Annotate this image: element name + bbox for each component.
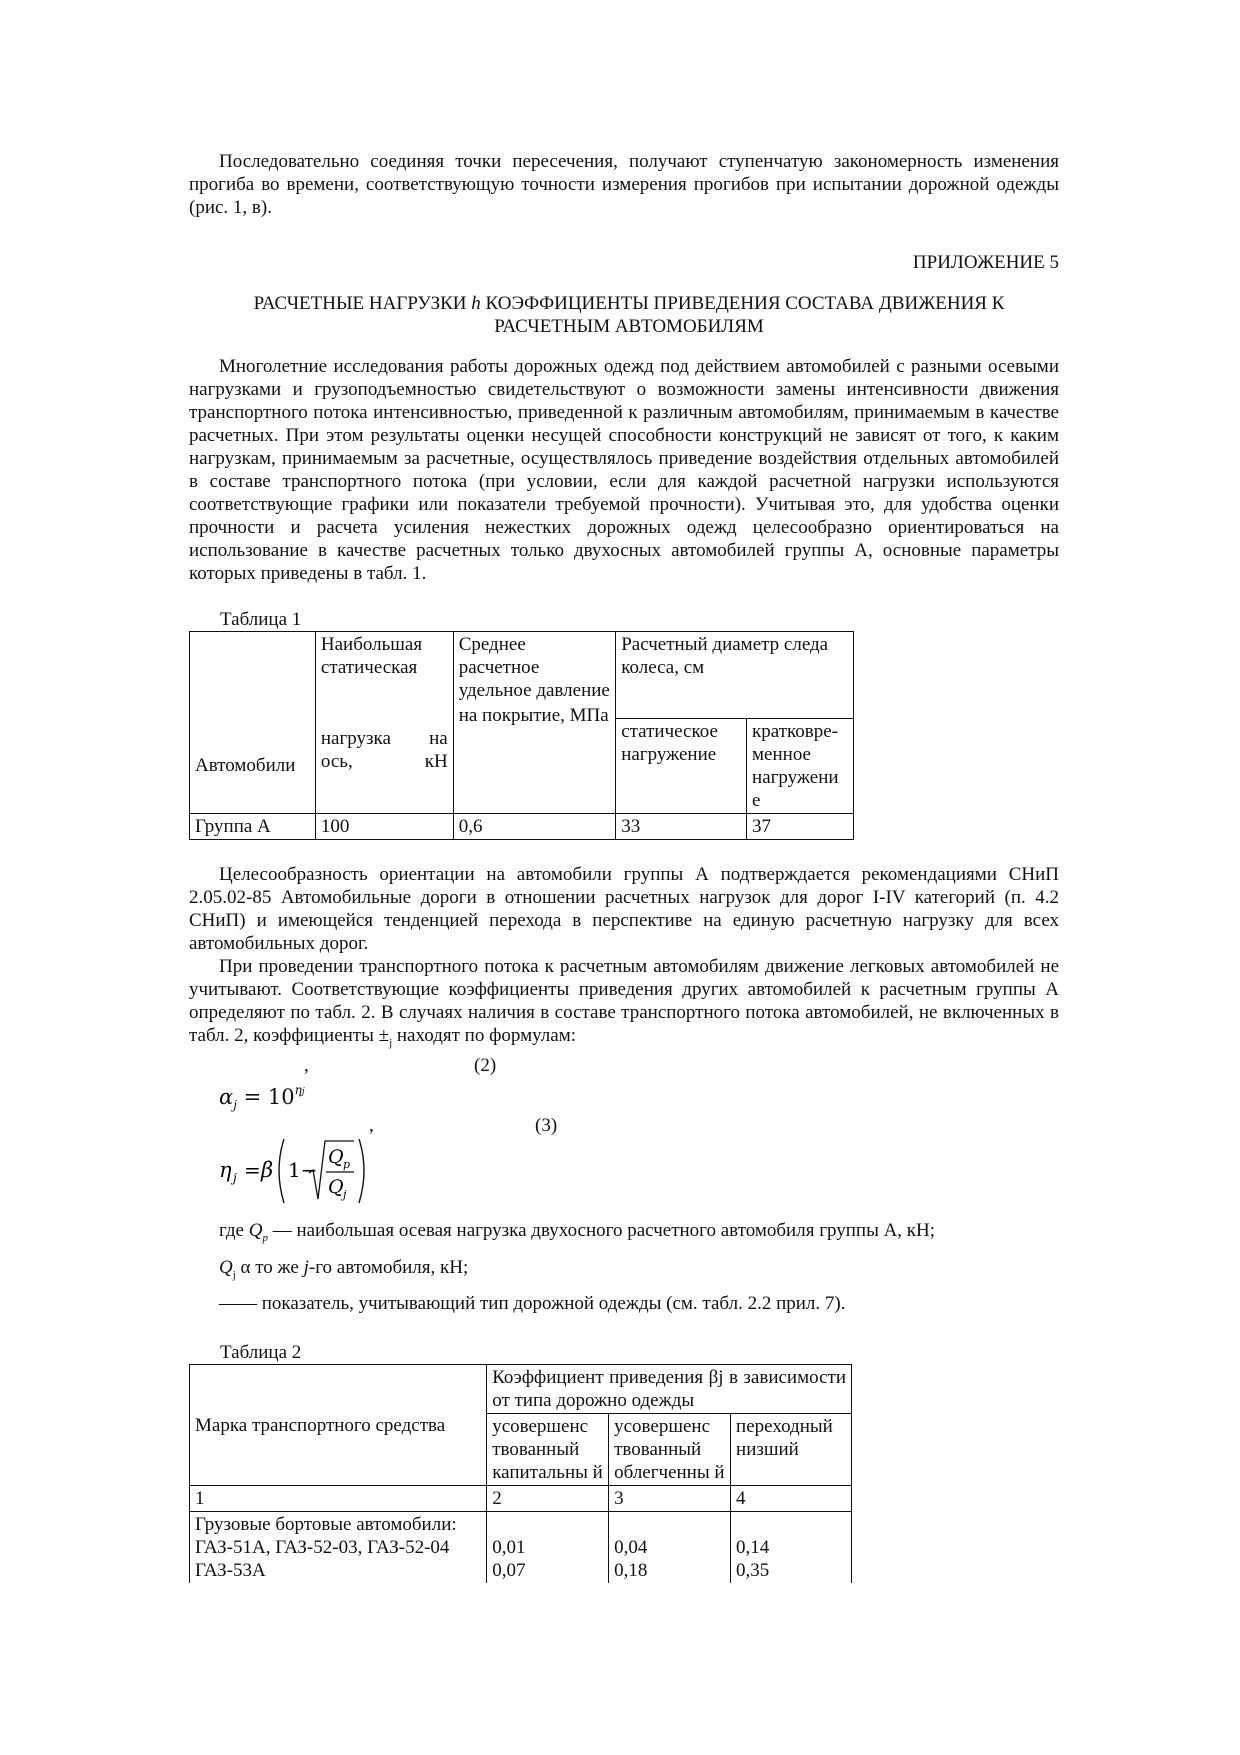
formula3-eta: η — [219, 1157, 232, 1182]
t2-row-1-capital: 0,01 — [492, 1537, 526, 1559]
t2-row-2-transitional: 0,35 — [736, 1560, 770, 1582]
table-1 — [189, 631, 854, 840]
t1-header-load-bottom — [316, 726, 453, 774]
formula3-comma: , — [369, 1114, 374, 1136]
where1-b: — наибольшая осевая нагрузка двухосного расчетного автомобиля группы А, кН; — [267, 1219, 936, 1241]
where2-j: j — [303, 1256, 309, 1278]
formula2-equals: = 10 — [243, 1084, 295, 1109]
formula2-comma: , — [304, 1054, 309, 1076]
formula2-number: (2) — [474, 1054, 497, 1076]
t1-cell-load: 100 — [315, 814, 453, 840]
t2-col-transitional — [731, 1512, 852, 1584]
t2-num-4: 4 — [731, 1486, 852, 1512]
t2-header-capital: усовершенс твованный капитальны й — [487, 1414, 609, 1486]
section-title-part1: РАСЧЕТНЫЕ НАГРУЗКИ — [253, 293, 472, 314]
t2-num-3: 3 — [609, 1486, 731, 1512]
where2-sub: j — [232, 1268, 236, 1281]
section-title — [189, 292, 1059, 338]
section-title-italic: h — [471, 293, 481, 314]
document-page — [189, 150, 1059, 1583]
formula3-qp-sub: p — [343, 1157, 351, 1171]
reduction-text-b: находят по формулам: — [392, 1025, 577, 1046]
alpha-subscript: j — [389, 1036, 393, 1049]
section-title-part2: КОЭФФИЦИЕНТЫ ПРИВЕДЕНИЯ СОСТАВА ДВИЖЕНИЯ К РАСЧЕТНЫМ АВТОМОБИЛЯМ — [480, 293, 1005, 337]
t1-header-load-top: Наибольшая статическая — [320, 634, 423, 678]
t2-row-2-capital: 0,07 — [492, 1560, 526, 1582]
formula2-alpha: α — [219, 1084, 234, 1109]
formula2-exp-sub: j — [301, 1086, 305, 1097]
t2-number-row — [190, 1486, 852, 1512]
formula3-equals: = — [244, 1157, 261, 1182]
alpha-symbol: ± — [378, 1025, 390, 1046]
t1-header-auto-text: Автомобили — [195, 754, 296, 776]
research-paragraph: Многолетние исследования работы дорожных одежд под действием автомобилей с разными осевыми нагрузками и грузоподъемностью свидетельствуют о возможности замены интенсивности движения транспортного потока интенсивностью, приведенной к различным автомобилям, принимаемым в качестве расчетных. При этом результаты оценки несущей способности конструкций не зависят от того, к каким нагрузкам, принимаемым за расчетные, осуществлялось приведение воздействия отдельных автомобилей в составе транспортного потока (при условии, если для каждой расчетной нагрузки используются соответствующие графики или показатели требуемой прочности). Учитывая это, для удобства оценки прочности и расчета усиления нежестких дорожных одежд целесообразно ориентироваться на использование в качестве расчетных только двухосных автомобилей группы А, основные параметры которых приведены в табл. 1. — [189, 356, 1059, 584]
t2-row-1-light: 0,04 — [614, 1537, 648, 1559]
t2-row-1-brand: ГАЗ-51А, ГАЗ-52-03, ГАЗ-52-04 — [195, 1537, 450, 1559]
t2-header-light: усовершенс твованный облегченны й — [609, 1414, 731, 1486]
right-paren — [359, 1139, 364, 1203]
formula-2 — [189, 1055, 1059, 1115]
formula-3 — [189, 1115, 1059, 1210]
t2-row-2-light: 0,18 — [614, 1560, 648, 1582]
left-paren — [279, 1139, 284, 1203]
formula2-sub: j — [233, 1097, 237, 1112]
where1-q: Q — [248, 1219, 263, 1241]
t1-header-load-bottom-text: нагрузка на ось, кН — [320, 728, 448, 772]
formula2-exponent — [295, 1083, 305, 1097]
table2-caption: Таблица 2 — [220, 1342, 302, 1364]
t1-row-group-a — [190, 814, 854, 840]
where2-q: Q — [219, 1256, 233, 1278]
t2-col-light — [609, 1512, 731, 1584]
t2-num-1: 1 — [190, 1486, 487, 1512]
t2-body — [190, 1512, 852, 1584]
t2-row-2-brand: ГАЗ-53А — [195, 1560, 266, 1582]
t1-header-load — [315, 632, 453, 814]
t1-cell-pressure: 0,6 — [453, 814, 616, 840]
formula3-qj-sub: j — [343, 1187, 347, 1201]
reduction-paragraph — [189, 955, 1059, 1055]
formula3-eta-sub: j — [233, 1170, 237, 1185]
where2-a: α то же — [235, 1256, 304, 1278]
t1-cell-short: 37 — [747, 814, 854, 840]
t2-num-2: 2 — [487, 1486, 609, 1512]
formula3-qj: Q — [328, 1175, 344, 1198]
formula3-expression — [214, 1125, 374, 1210]
t1-header-diameter: Расчетный диаметр следа колеса, см — [616, 632, 854, 719]
formula3-number: (3) — [535, 1114, 558, 1136]
formula3-qp: Q — [328, 1145, 344, 1168]
t1-header-pressure-bottom: на покрытие, МПа — [458, 705, 609, 726]
where-line-3: —— показатель, учитывающий тип дорожной одежды (см. табл. 2.2 прил. 7). — [219, 1293, 846, 1315]
t1-header-short: кратковре-менное нагружени е — [747, 719, 854, 814]
reduction-text-a: При проведении транспортного потока к расчетным автомобилям движение легковых автомобилей не учитывают. Соответствующие коэффициенты приведения других автомобилей к расчетным группы А определяют по табл. 2. В случаях наличия в составе транспортного потока автомобилей, не включенных в табл. 2, коэффициенты — [189, 956, 1059, 1046]
appendix-label: ПРИЛОЖЕНИЕ 5 — [912, 252, 1059, 273]
t1-cell-auto: Группа А — [190, 814, 316, 840]
where1-a: где — [219, 1219, 249, 1241]
where-line-1 — [219, 1216, 1059, 1253]
where-line-2 — [219, 1253, 1059, 1290]
table1-caption: Таблица 1 — [220, 609, 302, 630]
t2-brand-cell — [190, 1512, 487, 1584]
t1-header-static: статическое нагружение — [616, 719, 747, 814]
t2-group-label: Грузовые бортовые автомобили: — [195, 1514, 457, 1536]
formula3-one-minus: 1− — [288, 1157, 318, 1182]
table-2 — [189, 1364, 852, 1583]
formula2-exp-eta: η — [294, 1082, 302, 1097]
t1-cell-static: 33 — [616, 814, 747, 840]
t2-header-coef: Коэффициент приведения βj в зависимости от типа дорожно одежды — [487, 1365, 852, 1414]
t1-header-auto — [190, 632, 316, 814]
where2-b: -го автомобиля, кН; — [308, 1256, 469, 1278]
snip-paragraph: Целесообразность ориентации на автомобили группы А подтверждается рекомендациями СНиП 2.05.02-85 Автомобильные дороги в отношении расчетных нагрузок для дорог I-IV категорий (п. 4.2 СНиП) и имеющейся тенденцией перехода в перспективе на единую расчетную нагрузку для всех автомобильных дорог. — [189, 864, 1059, 954]
formula2-expression — [219, 1083, 305, 1112]
formula3-beta: β — [261, 1157, 274, 1182]
t1-header-pressure — [453, 632, 616, 814]
where1-sub: p — [262, 1231, 268, 1244]
t2-header-brand: Марка транспортного средства — [190, 1365, 487, 1486]
t2-col-capital — [487, 1512, 609, 1584]
t2-header-transitional: переходный низший — [731, 1414, 852, 1486]
t1-header-pressure-top: Среднее расчетное удельное давление — [458, 634, 610, 701]
intro-paragraph: Последовательно соединяя точки пересечения, получают ступенчатую закономерность изменения прогиба во времени, соответствующую точности измерения прогибов при испытании дорожной одежды (рис. 1, в). — [189, 151, 1059, 218]
t2-row-1-transitional: 0,14 — [736, 1537, 770, 1559]
